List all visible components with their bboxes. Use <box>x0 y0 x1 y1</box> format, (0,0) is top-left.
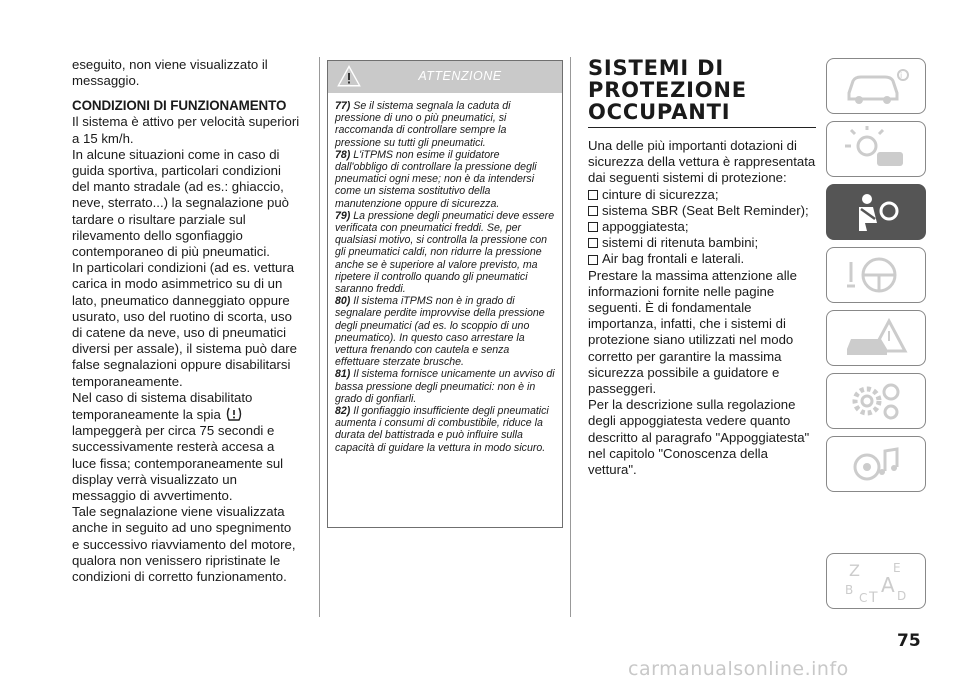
paragraph: In particolari condizioni (ad es. vettura carica in modo asimmetrico su di un lato, pneumatico danneggiato oppure usurato, uso del ruotino di scorta, uso di catene da neve, uso di pneumatici diversi per assale), il sistema può dare false segnalazioni oppure disabilitarsi temporaneamente. <box>72 260 298 389</box>
list-item-text: cinture di sicurezza; <box>602 186 719 202</box>
paragraph: Per la descrizione sulla regolazione degli appoggiatesta vedere quanto descritto al paragrafo "Appoggiatesta" nel capitolo "Conoscenza della vettura". <box>588 397 810 478</box>
index-icon <box>841 558 911 604</box>
seat-airbag-icon <box>841 189 911 235</box>
chapter-title <box>588 57 818 123</box>
note <box>335 405 555 454</box>
svg-text:i: i <box>900 71 903 80</box>
paragraph: Il sistema è attivo per velocità superiori a 15 km/h. <box>72 114 300 146</box>
note <box>335 295 555 368</box>
right-column <box>588 57 818 478</box>
list-item <box>588 219 818 235</box>
index-letter: C <box>859 591 868 604</box>
tab-driving[interactable] <box>826 247 926 303</box>
column-divider <box>570 57 571 617</box>
index-letter: Z <box>849 561 860 580</box>
note-text: Il sistema iTPMS non è in grado di segnalare perdite improvvise della pressione degli pneumatici (ad es. lo scoppio di uno pneumatico). In questo caso arrestare la vettura frenando con cautela e senza effettuare sterzate brusche. <box>335 295 545 369</box>
media-icon <box>841 441 911 487</box>
paragraph-text: lampeggerà per circa 75 secondi e successivamente resterà accesa a luce fissa; contemporaneamente sul display verrà visualizzato un messaggio di avvertimento. <box>72 423 284 504</box>
note-number: 81) <box>335 368 351 381</box>
tab-occupant-protection[interactable] <box>826 184 926 240</box>
list-item <box>588 235 818 251</box>
note <box>335 149 555 210</box>
section-heading: CONDIZIONI DI FUNZIONAMENTO <box>72 98 287 114</box>
paragraph: Tale segnalazione viene visualizzata anche in seguito ad uno spegnimento e successivo riavviamento del motore, qualora non venissero ripristinate le condizioni di corretto funzionamento. <box>72 504 296 585</box>
warning-notes <box>328 93 562 454</box>
paragraph: Una delle più importanti dotazioni di sicurezza della vettura è rappresentata dai seguenti sistemi di protezione: <box>588 138 816 186</box>
note-number: 80) <box>335 295 351 308</box>
list-item-text: sistema SBR (Seat Belt Reminder); <box>602 202 809 218</box>
list-item <box>588 203 818 219</box>
warning-header <box>328 61 562 93</box>
tab-car[interactable] <box>826 58 926 114</box>
index-letter: T <box>869 590 878 604</box>
page-number: 75 <box>897 631 921 651</box>
checkbox-bullet-icon <box>588 238 598 248</box>
watermark: carmanualsonline.info <box>628 658 849 680</box>
list-item-text: sistemi di ritenuta bambini; <box>602 235 759 251</box>
note-text: Il gonfiaggio insufficiente degli pneumatici aumenta i consumi di combustibile, riduce la durata del battistrada e può influire sulla capacità di guidare la vettura in modo sicuro. <box>335 405 549 454</box>
index-letter: B <box>845 583 854 597</box>
note-text: L'iTPMS non esime il guidatore dall'obbligo di controllare la pressione degli pneumatici ogni mese; non è da intendersi come un sistema sostitutivo della manutenzione oppure di sicurezza. <box>335 148 537 210</box>
list-item <box>588 251 818 267</box>
paragraph: In alcune situazioni come in caso di guida sportiva, particolari condizioni del manto stradale (ad es.: ghiaccio, neve, sterrato...) la segnalazione può tardare o risultare parziale sul rilevamento dello sgonfiaggio contemporaneo di più pneumatici. <box>72 146 289 260</box>
list-item <box>588 187 818 203</box>
checkbox-bullet-icon <box>588 222 598 232</box>
tab-maintenance[interactable] <box>826 373 926 429</box>
paragraph: eseguito, non viene visualizzato il messaggio. <box>72 57 268 89</box>
checkbox-bullet-icon <box>588 190 598 200</box>
warning-title: ATTENZIONE <box>418 69 502 83</box>
warning-car-icon <box>841 315 911 361</box>
index-letter: A <box>881 573 895 597</box>
chapter-title-line: PROTEZIONE <box>588 78 747 102</box>
note-number: 82) <box>335 405 351 418</box>
column-divider <box>319 57 320 617</box>
checkbox-bullet-icon <box>588 255 598 265</box>
index-letter: E <box>893 561 901 575</box>
paragraph: Prestare la massima attenzione alle informazioni fornite nelle pagine seguenti. È di fondamentale importanza, infatti, che i sistemi di protezione siano utilizzati nel modo corretto per garantire la massima sicurezza possibile a guidatore e passeggeri. <box>588 267 797 397</box>
gear-icon <box>841 378 911 424</box>
warning-box <box>327 60 563 528</box>
note <box>335 100 555 149</box>
checkbox-bullet-icon <box>588 206 598 216</box>
note-number: 78) <box>335 148 351 161</box>
chapter-title-line: OCCUPANTI <box>588 100 731 124</box>
tab-multimedia[interactable] <box>826 436 926 492</box>
list-item-text: Air bag frontali e laterali. <box>602 251 745 267</box>
tab-index[interactable] <box>826 553 926 609</box>
chapter-title-line: SISTEMI DI <box>588 56 724 80</box>
tire-pressure-warning-icon <box>225 406 243 422</box>
lights-icon <box>841 126 911 172</box>
note-number: 79) <box>335 209 351 222</box>
tab-lights[interactable] <box>826 121 926 177</box>
left-column <box>72 57 302 585</box>
paragraph <box>72 390 302 504</box>
steering-wheel-icon <box>841 252 911 298</box>
list-item-text: appoggiatesta; <box>602 219 689 235</box>
car-icon <box>841 63 911 109</box>
tab-emergency[interactable] <box>826 310 926 366</box>
index-letter: D <box>897 589 907 603</box>
note-text: Se il sistema segnala la caduta di pressione di uno o più pneumatici, si raccomanda di controllare sempre la pressione su tutti gli pneumatici. <box>335 100 511 149</box>
note <box>335 210 555 295</box>
note-text: La pressione degli pneumatici deve essere verificata con pneumatici freddi. Se, per qualsiasi motivo, si controlla la pressione con gli pneumatici caldi, non ridurre la pressione anche se è superiore al valore previsto, ma ripetere il controllo quando gli pneumatici saranno freddi. <box>335 209 555 296</box>
paragraph-text: Nel caso di sistema disabilitato temporaneamente la spia <box>72 389 253 423</box>
note-number: 77) <box>335 100 351 112</box>
note-text: Il sistema fornisce unicamente un avviso di bassa pressione degli pneumatici: non è in grado di gonfiarli. <box>335 368 555 405</box>
note <box>335 368 555 405</box>
title-rule <box>588 127 816 128</box>
